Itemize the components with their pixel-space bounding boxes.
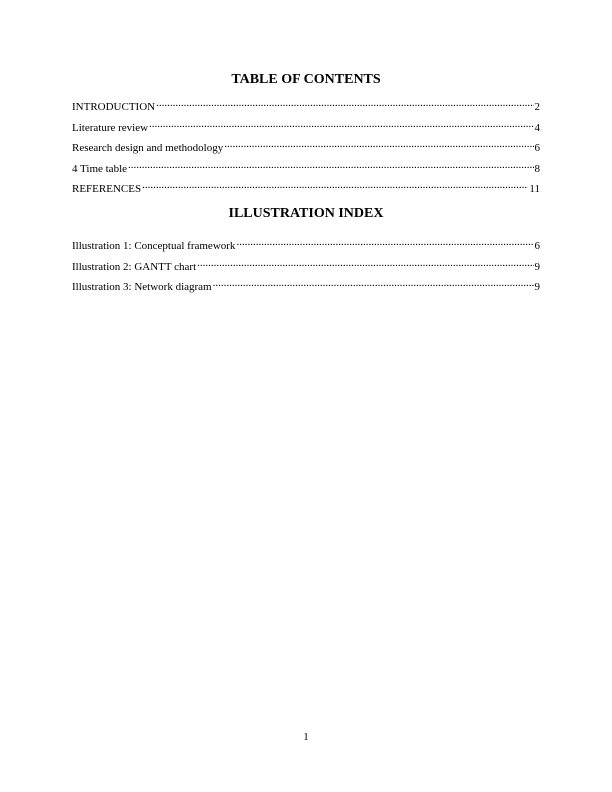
- toc-entry-title: INTRODUCTION: [72, 101, 156, 113]
- toc-entry-page: 8: [534, 162, 540, 175]
- toc-entry-page: 4: [534, 121, 540, 134]
- dot-leader: [156, 96, 533, 110]
- illustration-entry-network-diagram[interactable]: [72, 276, 540, 297]
- toc-entry-title: Research design and methodology: [72, 142, 224, 154]
- illustration-entry-gantt-chart[interactable]: [72, 256, 540, 277]
- illustration-entry-page: 6: [534, 240, 540, 252]
- toc-entry-page: 2: [534, 101, 540, 113]
- illustration-entry-title: Illustration 2: GANTT chart: [72, 260, 197, 273]
- illustration-entry-title: Illustration 1: Conceptual framework: [72, 240, 236, 252]
- toc-entry-title: Literature review: [72, 121, 149, 134]
- toc-entry-page: 6: [534, 142, 540, 154]
- toc-entry-title: 4 Time table: [72, 162, 128, 175]
- dot-leader: [224, 137, 533, 151]
- toc-entry-page: 11: [529, 183, 540, 195]
- dot-leader: [236, 235, 533, 249]
- illustration-entry-title: Illustration 3: Network diagram: [72, 281, 212, 293]
- toc-heading: TABLE OF CONTENTS: [231, 72, 381, 87]
- toc-entry-title: REFERENCES: [72, 183, 142, 195]
- illustration-entry-page: 9: [534, 260, 540, 273]
- dot-leader: [197, 256, 533, 270]
- toc-list: [72, 96, 540, 199]
- illustration-index-list: [72, 235, 540, 297]
- illustration-entry-page: 9: [534, 281, 540, 293]
- toc-entry-time-table[interactable]: [72, 158, 540, 179]
- dot-leader: [213, 276, 534, 290]
- illustration-entry-conceptual-framework[interactable]: [72, 235, 540, 256]
- dot-leader: [128, 158, 533, 172]
- illustration-index-heading: ILLUSTRATION INDEX: [228, 206, 384, 221]
- dot-leader: [142, 178, 528, 192]
- toc-entry-literature-review[interactable]: [72, 117, 540, 138]
- dot-leader: [149, 117, 533, 131]
- toc-entry-research-design[interactable]: [72, 137, 540, 158]
- toc-entry-references[interactable]: [72, 178, 540, 199]
- page-number: 1: [303, 731, 309, 743]
- toc-entry-introduction[interactable]: [72, 96, 540, 117]
